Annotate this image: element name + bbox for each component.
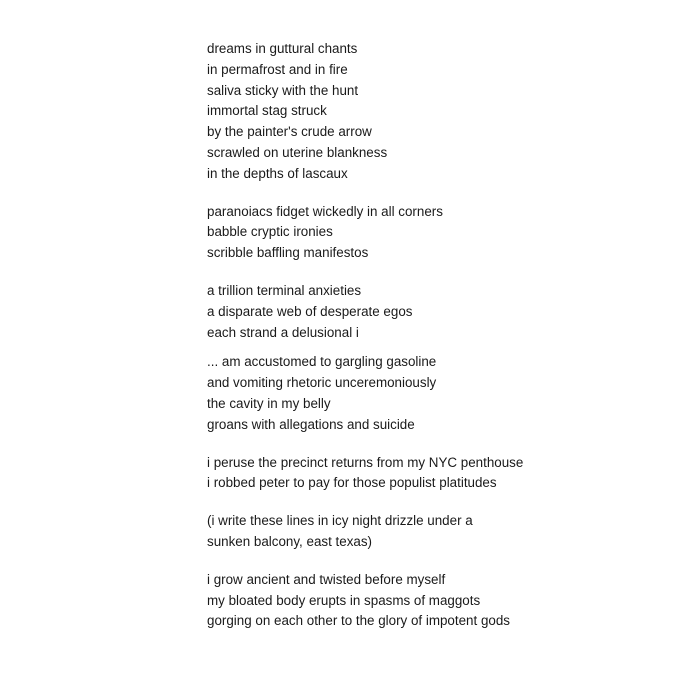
stanza-1 [207,39,667,185]
poem-line: my bloated body erupts in spasms of maggots [207,592,481,608]
poem-line: scrawled on uterine blankness [207,144,388,160]
poem-line: (i write these lines in icy night drizzle under a [207,513,473,529]
poem-line: i grow ancient and twisted before myself [207,571,446,587]
poem-line: babble cryptic ironies [207,224,333,240]
poem-line: saliva sticky with the hunt [207,82,359,98]
stanza-7 [207,570,667,632]
poem-line: a disparate web of desperate egos [207,303,413,319]
poem-line: in permafrost and in fire [207,61,348,77]
poem-line: dreams in guttural chants [207,41,358,56]
poem-line: i robbed peter to pay for those populist platitudes [207,475,497,491]
poem-line: scribble baffling manifestos [207,245,369,261]
poem-line: in the depths of lascaux [207,165,348,181]
poem-line: sunken balcony, east texas) [207,533,372,549]
stanza-4 [207,352,667,435]
poem-line: and vomiting rhetoric unceremoniously [207,375,437,391]
poem-line: i peruse the precinct returns from my NYC penthouse [207,454,524,470]
poem-line: each strand a delusional i [207,324,359,340]
poem-line: immortal stag struck [207,103,327,119]
stanza-3 [207,281,667,343]
poem-line: groans with allegations and suicide [207,416,415,432]
poem-line: ... am accustomed to gargling gasoline [207,354,437,370]
stanza-5 [207,453,667,495]
poem-line: the cavity in my belly [207,395,331,411]
poem-line: gorging on each other to the glory of impotent gods [207,613,510,629]
stanza-6 [207,511,667,553]
poem-text [207,39,667,632]
stanza-2 [207,202,667,264]
poem-line: paranoiacs fidget wickedly in all corners [207,203,443,219]
poem-line: a trillion terminal anxieties [207,282,362,298]
poem-line: by the painter's crude arrow [207,124,372,140]
